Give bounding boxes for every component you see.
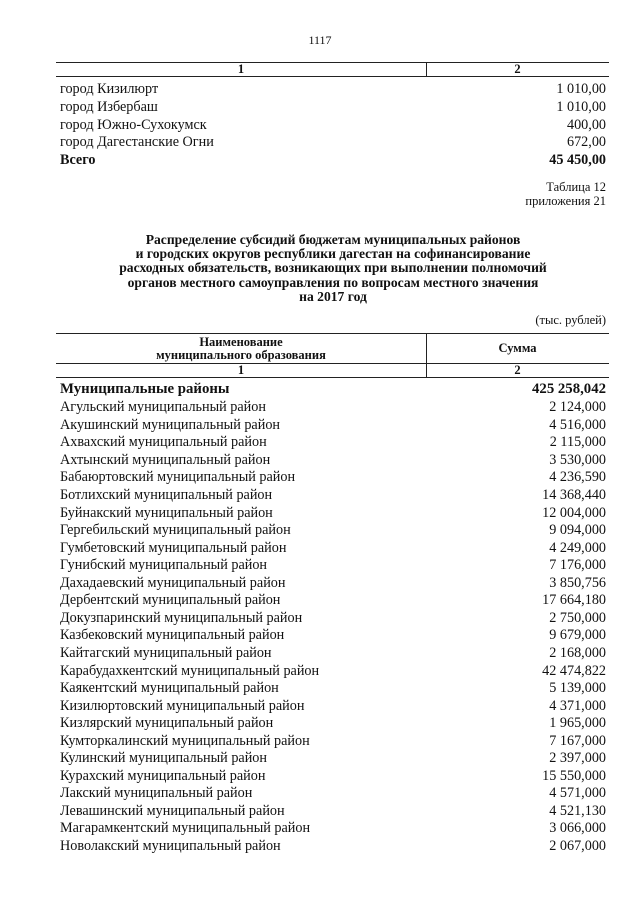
table-row <box>60 504 606 522</box>
row-name: Каякентский муниципальный район <box>60 680 279 697</box>
group-label: Муниципальные районы <box>60 381 230 398</box>
row-amount: 17 664,180 <box>542 592 606 609</box>
row-amount: 3 066,000 <box>549 820 606 837</box>
row-amount: 2 168,000 <box>549 644 606 661</box>
table-number: Таблица 12 <box>546 180 606 194</box>
row-amount: 42 474,822 <box>542 662 606 679</box>
row-name: Докузпаринский муниципальный район <box>60 609 303 626</box>
table-row <box>60 733 606 751</box>
header-name-line: муниципального образования <box>156 348 326 362</box>
row-name: Ахтынский муниципальный район <box>60 451 271 468</box>
page-number: 1117 <box>308 33 332 47</box>
col-number-1: 1 <box>237 363 245 377</box>
row-amount: 4 516,000 <box>549 416 606 433</box>
row-name: Агульский муниципальный район <box>60 399 266 416</box>
row-name: Дахадаевский муниципальный район <box>60 574 286 591</box>
table-row <box>60 662 606 680</box>
header-amount-column: Сумма <box>498 341 537 355</box>
row-amount: 4 521,130 <box>549 802 606 819</box>
table-row <box>60 557 606 575</box>
row-name: Ахвахский муниципальный район <box>60 434 267 451</box>
row-amount: 2 067,000 <box>549 838 606 855</box>
row-name: Гумбетовский муниципальный район <box>60 539 287 556</box>
table-row <box>60 785 606 803</box>
table-row <box>60 522 606 540</box>
title-line: расходных обязательств, возникающих при выполнении полномочий <box>119 260 547 276</box>
table-row <box>60 697 606 715</box>
group-row <box>60 381 606 399</box>
row-amount: 672,00 <box>566 134 606 151</box>
row-amount: 1 965,000 <box>549 715 606 732</box>
row-amount: 3 850,756 <box>549 574 606 591</box>
table-row <box>60 680 606 698</box>
table-row <box>60 803 606 821</box>
units-label: (тыс. рублей) <box>535 313 606 327</box>
row-amount: 12 004,000 <box>542 504 606 521</box>
table-row <box>60 750 606 768</box>
table-row <box>60 417 606 435</box>
row-name: Кумторкалинский муниципальный район <box>60 732 310 749</box>
table-row <box>60 452 606 470</box>
row-amount: 2 115,000 <box>549 434 606 451</box>
row-name: Кайтагский муниципальный район <box>60 644 272 661</box>
table-row <box>60 610 606 628</box>
table-row <box>60 99 606 117</box>
row-name: Буйнакский муниципальный район <box>60 504 273 521</box>
row-name: город Дагестанские Огни <box>60 134 214 151</box>
row-name: Лакский муниципальный район <box>60 785 253 802</box>
row-name: город Южно-Сухокумск <box>60 116 207 133</box>
row-amount: 5 139,000 <box>549 680 606 697</box>
row-name: город Кизилюрт <box>60 81 159 98</box>
row-name: Кулинский муниципальный район <box>60 750 267 767</box>
document-title <box>60 233 606 304</box>
row-amount: 4 249,000 <box>549 539 606 556</box>
row-name: Магарамкентский муниципальный район <box>60 820 311 837</box>
table-row <box>60 469 606 487</box>
row-amount: 9 679,000 <box>549 627 606 644</box>
table-row <box>60 820 606 838</box>
row-name: Кизлярский муниципальный район <box>60 715 274 732</box>
table-row <box>60 539 606 557</box>
row-name: Кизилюртовский муниципальный район <box>60 697 305 714</box>
col-number-1: 1 <box>237 62 245 76</box>
title-line: на 2017 год <box>299 288 367 304</box>
table-row <box>60 116 606 134</box>
title-line: Распределение субсидий бюджетам муниципальных районов <box>145 232 521 247</box>
table-row <box>60 627 606 645</box>
table-row <box>60 434 606 452</box>
row-name: Бабаюртовский муниципальный район <box>60 469 296 486</box>
table-row <box>60 575 606 593</box>
total-label: Всего <box>60 152 96 169</box>
row-name: Дербентский муниципальный район <box>60 592 281 609</box>
table-row <box>60 645 606 663</box>
title-line: органов местного самоуправления по вопросам местного значения <box>127 274 539 290</box>
row-name: Новолакский муниципальный район <box>60 838 281 855</box>
row-amount: 1 010,00 <box>556 98 606 115</box>
table-label <box>525 181 606 208</box>
row-name: город Избербаш <box>60 98 158 115</box>
row-amount: 1 010,00 <box>556 81 606 98</box>
appendix-number: приложения 21 <box>525 193 606 208</box>
col-number-2: 2 <box>514 363 521 377</box>
row-amount: 2 124,000 <box>549 399 606 416</box>
row-name: Гергебильский муниципальный район <box>60 522 291 539</box>
table-row <box>60 134 606 152</box>
row-name: Казбековский муниципальный район <box>60 627 285 644</box>
row-amount: 7 176,000 <box>549 557 606 574</box>
table-top-border <box>56 333 609 334</box>
table-row <box>60 81 606 99</box>
row-amount: 4 236,590 <box>549 469 606 486</box>
row-name: Гунибский муниципальный район <box>60 557 268 574</box>
row-amount: 4 371,000 <box>549 697 606 714</box>
row-amount: 2 750,000 <box>549 609 606 626</box>
row-amount: 9 094,000 <box>549 522 606 539</box>
row-name: Акушинский муниципальный район <box>60 416 281 433</box>
header-name-line: Наименование <box>199 335 283 349</box>
row-name: Карабудахкентский муниципальный район <box>60 662 320 679</box>
row-amount: 14 368,440 <box>542 487 606 504</box>
table-row <box>60 715 606 733</box>
row-amount: 3 530,000 <box>549 451 606 468</box>
row-name: Курахский муниципальный район <box>60 767 266 784</box>
col-number-2: 2 <box>514 62 521 76</box>
table-row <box>60 592 606 610</box>
total-row <box>60 152 606 170</box>
row-amount: 15 550,000 <box>542 767 606 784</box>
header-name-column <box>56 336 426 362</box>
table-row <box>60 838 606 856</box>
row-amount: 7 167,000 <box>549 732 606 749</box>
table-row <box>60 768 606 786</box>
title-line: и городских округов республики дагестан на софинансирование <box>135 246 531 262</box>
row-amount: 2 397,000 <box>549 750 606 767</box>
table-row <box>60 399 606 417</box>
row-amount: 4 571,000 <box>549 785 606 802</box>
row-name: Ботлихский муниципальный район <box>60 487 273 504</box>
row-amount: 400,00 <box>566 116 606 133</box>
table-row <box>60 487 606 505</box>
group-amount: 425 258,042 <box>532 381 606 398</box>
row-name: Левашинский муниципальный район <box>60 802 285 819</box>
total-amount: 45 450,00 <box>549 152 606 169</box>
